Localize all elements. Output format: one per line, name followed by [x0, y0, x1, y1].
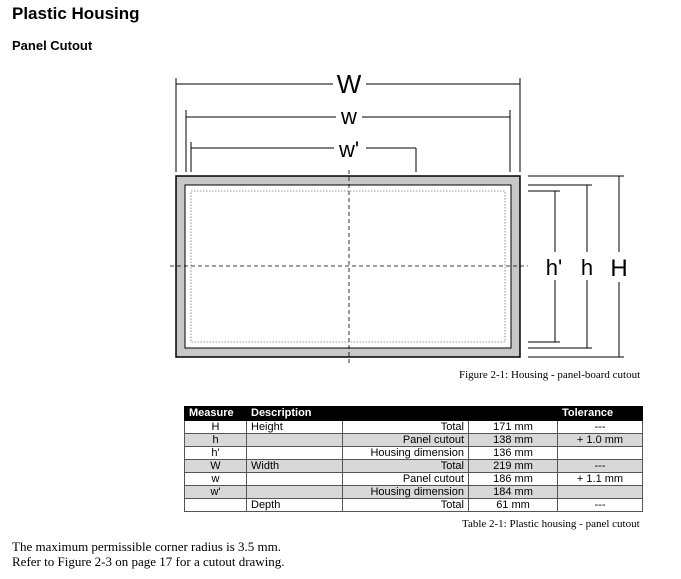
cell-tolerance [558, 486, 643, 499]
cell-description [247, 434, 343, 447]
table-row [185, 499, 643, 512]
cell-measure: h' [185, 447, 247, 460]
table-row [185, 460, 643, 473]
cell-measure: H [185, 421, 247, 434]
cell-sub: Housing dimension [343, 486, 469, 499]
header-sub [343, 407, 469, 421]
header-description: Description [247, 407, 343, 421]
cell-tolerance: --- [558, 499, 643, 512]
cell-sub: Housing dimension [343, 447, 469, 460]
header-value [469, 407, 558, 421]
label-h-prime: h' [545, 255, 563, 280]
cell-tolerance [558, 447, 643, 460]
cell-sub: Panel cutout [343, 473, 469, 486]
note-corner-radius: The maximum permissible corner radius is 3.5 mm. [12, 539, 281, 554]
cell-tolerance: + 1.1 mm [558, 473, 643, 486]
cell-value: 61 mm [469, 499, 558, 512]
cell-description [247, 447, 343, 460]
cell-description: Depth [247, 499, 343, 512]
cell-measure: w' [185, 486, 247, 499]
cell-measure: w [185, 473, 247, 486]
notes [12, 539, 285, 569]
spec-table [184, 406, 643, 512]
cell-measure [185, 499, 247, 512]
label-w-prime: w' [338, 137, 360, 162]
section-heading: Panel Cutout [12, 38, 93, 53]
cell-description: Width [247, 460, 343, 473]
dimension-w-prime [191, 142, 416, 172]
page-title: Plastic Housing [12, 4, 140, 23]
figure-caption: Figure 2-1: Housing - panel-board cutout [459, 369, 641, 381]
cell-sub: Total [343, 460, 469, 473]
cell-description [247, 486, 343, 499]
cell-tolerance: --- [558, 421, 643, 434]
note-figure-reference: Refer to Figure 2-3 on page 17 for a cutout drawing. [12, 554, 285, 569]
cell-sub: Panel cutout [343, 434, 469, 447]
table-header-row [185, 407, 643, 421]
cell-description: Height [247, 421, 343, 434]
label-H: H [610, 255, 628, 282]
label-w: w [341, 104, 357, 129]
cell-value: 138 mm [469, 434, 558, 447]
table-row [185, 473, 643, 486]
cell-value: 219 mm [469, 460, 558, 473]
cell-value: 171 mm [469, 421, 558, 434]
cell-measure: h [185, 434, 247, 447]
cell-tolerance: + 1.0 mm [558, 434, 643, 447]
header-measure: Measure [185, 407, 247, 421]
label-h: h [580, 255, 594, 280]
housing-inner-panel [185, 185, 511, 348]
cell-sub: Total [343, 499, 469, 512]
table-row [185, 486, 643, 499]
table-caption: Table 2-1: Plastic housing - panel cutout [462, 518, 640, 530]
cell-value: 184 mm [469, 486, 558, 499]
cell-tolerance: --- [558, 460, 643, 473]
table-row [185, 434, 643, 447]
table-row [185, 421, 643, 434]
header-tolerance: Tolerance [558, 407, 643, 421]
cell-value: 136 mm [469, 447, 558, 460]
table-row [185, 447, 643, 460]
cell-sub: Total [343, 421, 469, 434]
cell-description [247, 473, 343, 486]
cell-measure: W [185, 460, 247, 473]
label-W: W [336, 69, 362, 99]
cell-value: 186 mm [469, 473, 558, 486]
